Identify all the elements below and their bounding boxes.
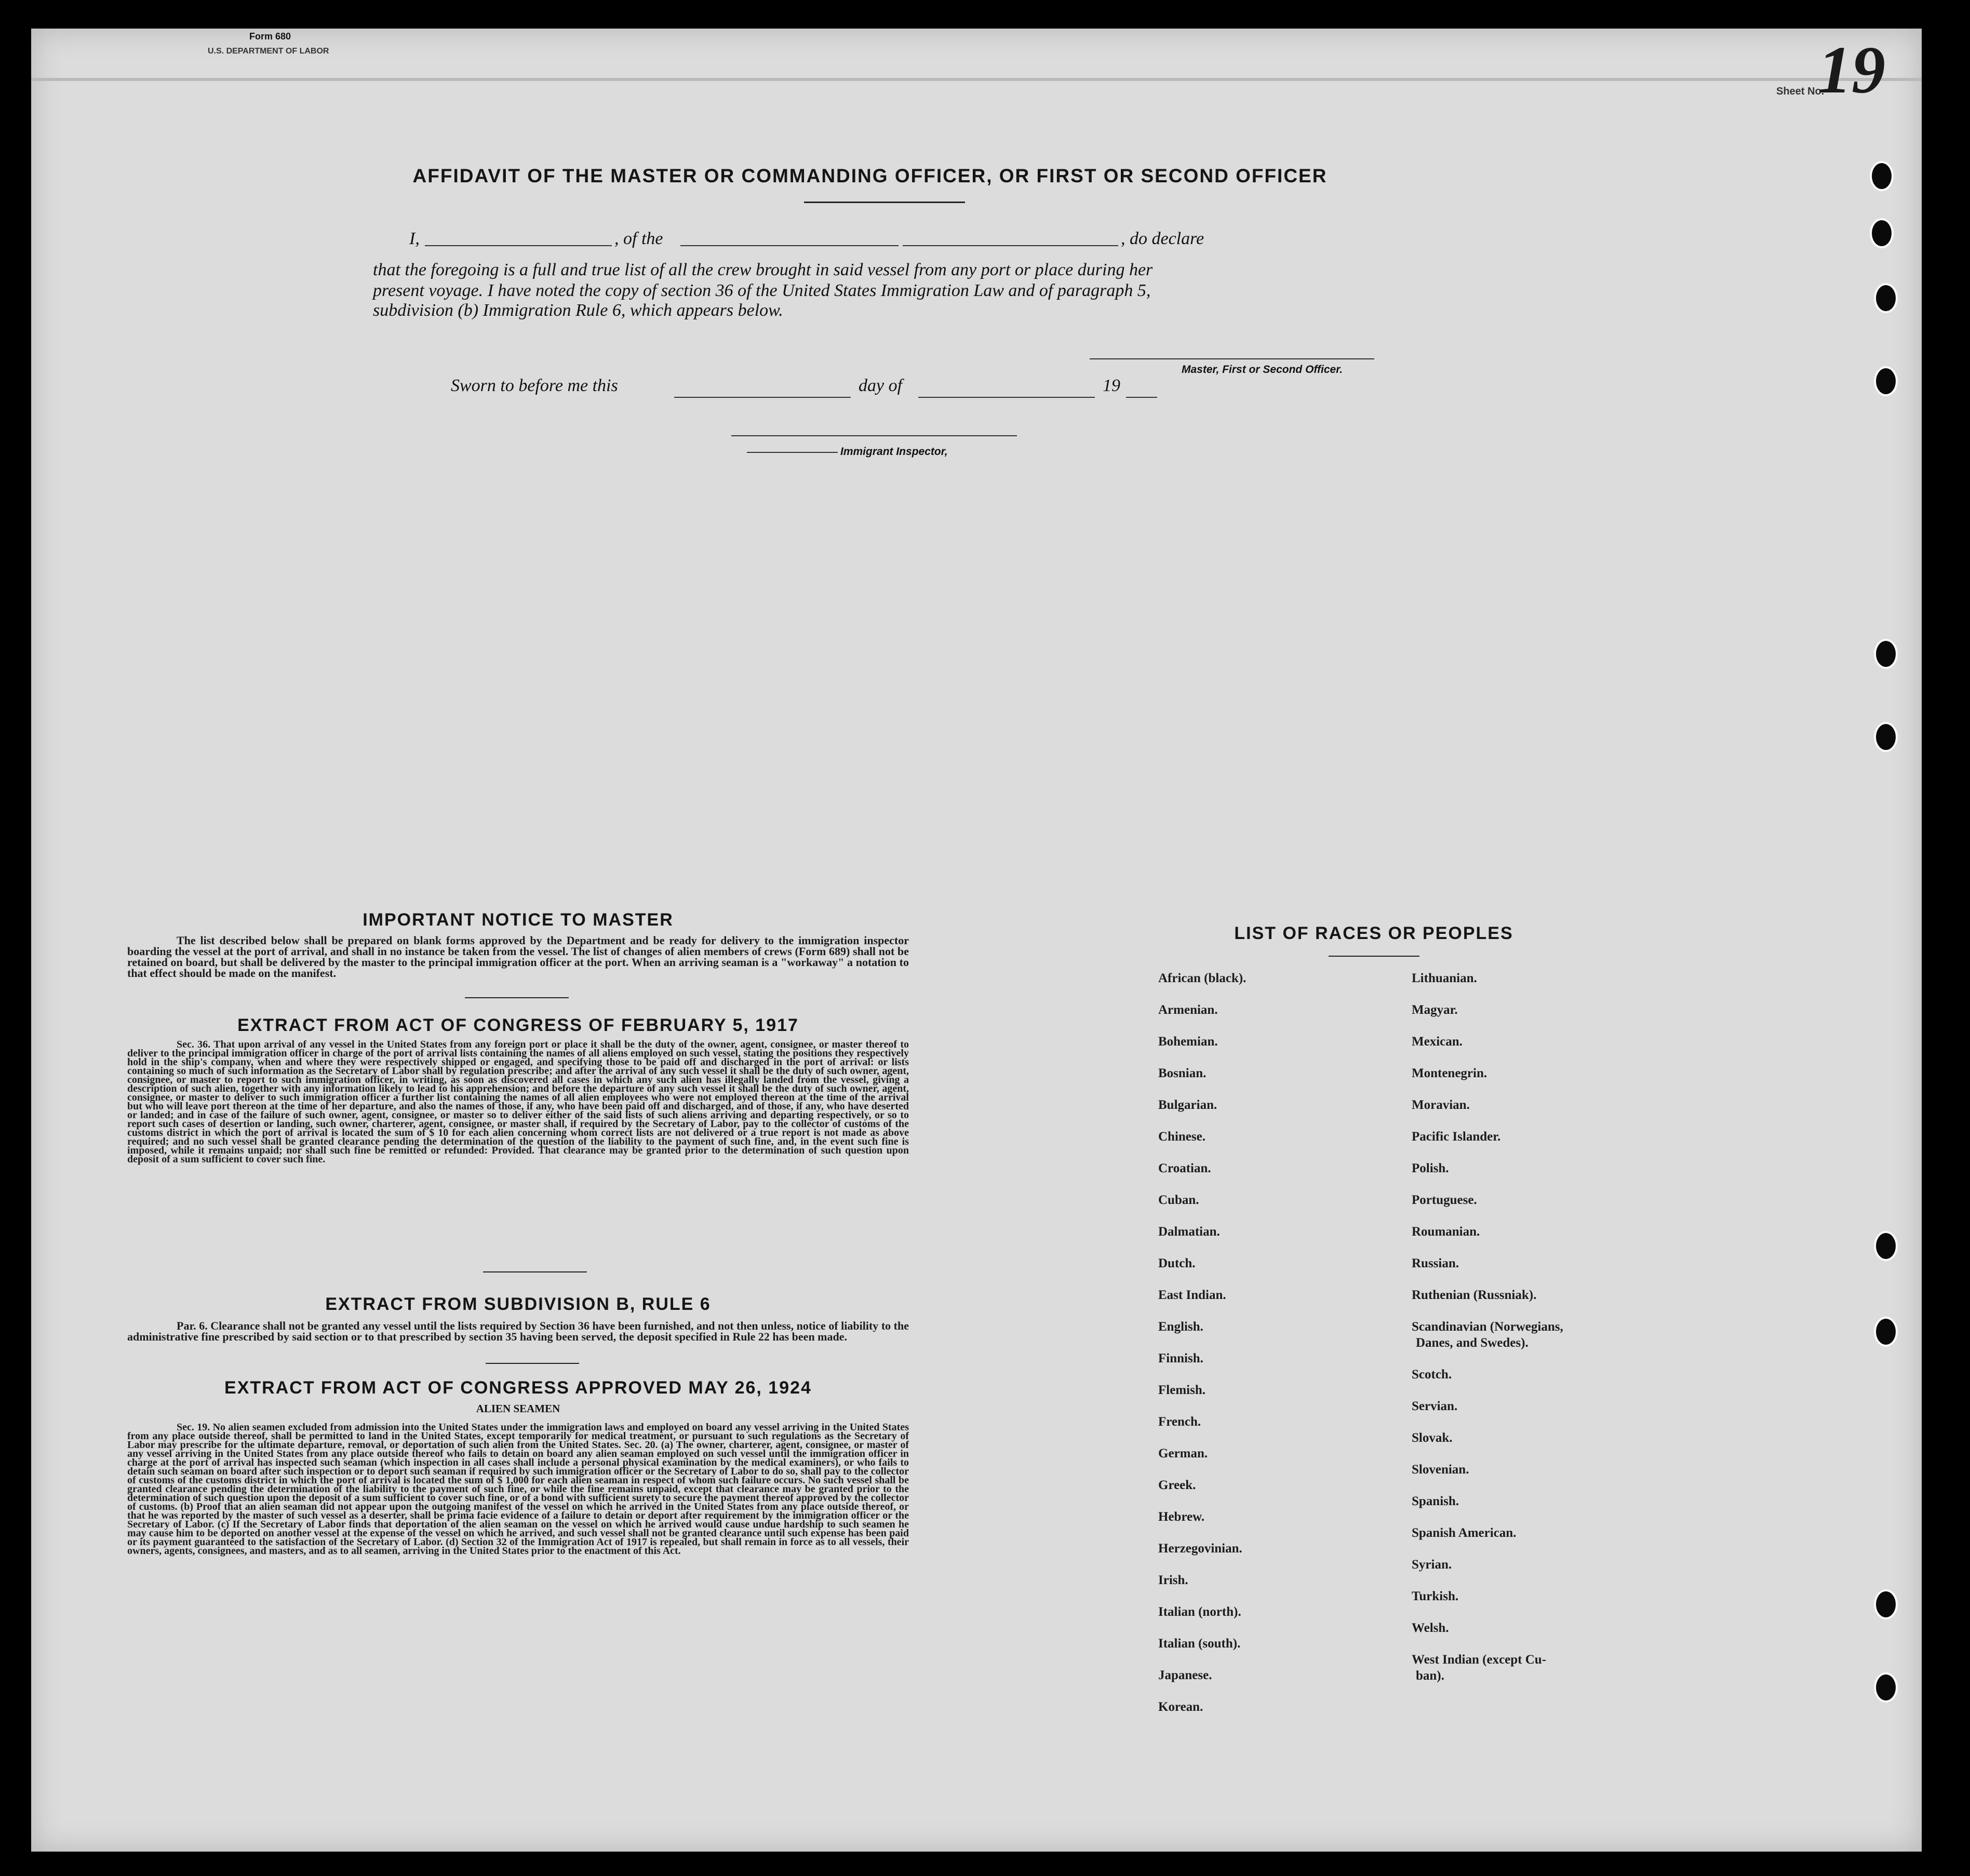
sworn-text: Sworn to before me this: [451, 376, 618, 395]
races-left-column: [1158, 971, 1418, 1740]
extract-1917-text: Sec. 36. That upon arrival of any vessel in the United States from any foreign port or place it shall be the duty of the owner, agent, consignee, or master thereof to deliver to the principal immigration officer in charge of the port of arrival lists containing the names of all aliens employed on such vessel, stating the positions they respectively hold in the ship's company, when and where they were respectively shipped or engaged, and specifying those to be paid off and discharged in the port of arrival: or lists containing so much of such information as the Secretary of Labor shall by regulation prescribe; and after the arrival of any such vessel it shall be the duty of such owner, agent, consignee, or master to report to such immigration officer, in writing, as soon as discovered all cases in which any such alien has illegally landed from the vessel, giving a description of such alien, together with any information likely to lead to his apprehension; and before the departure of any such vessel it shall be the duty of such owner, agent, consignee, or master to deliver to such immigration officer a further list containing the names of all alien employees who were not employed thereon at the time of the arrival but who will leave port thereon at the time of her departure, and also the names of those, if any, who have been paid off and discharged, and of those, if any, who have deserted or landed; and in case of the failure of such owner, agent, consignee, or master so to deliver either of the said lists of such aliens arriving and departing respectively, or so to report such cases of desertion or landing, such owner, charterer, agent, consignee, or master shall, if required by the Secretary of Labor, pay to the collector of customs of the customs district in which the port of arrival is located the sum of $ 10 for each alien concerning whom correct lists are not delivered or a true report is not made as above required; and no such vessel shall be granted clearance pending the determination of the question of the liability to the payment of such fine, and, in the event such fine is imposed, while it remains unpaid; nor shall such fine be remitted or refunded: Provided. That clearance may be granted prior to the determination of such question upon deposit of a sum sufficient to cover such fine.: [127, 1039, 909, 1165]
race-item: Greek.: [1158, 1478, 1196, 1492]
race-item: Montenegrin.: [1412, 1066, 1487, 1080]
race-item: African (black).: [1158, 971, 1247, 985]
affidavit-title-rule: [804, 202, 965, 203]
race-item: Slovenian.: [1412, 1463, 1469, 1477]
race-item: Turkish.: [1412, 1589, 1459, 1603]
race-item: Mexican.: [1412, 1035, 1463, 1049]
race-item: Bulgarian.: [1158, 1098, 1217, 1112]
vessel-name-field[interactable]: [680, 245, 899, 246]
race-item: Italian (north).: [1158, 1605, 1241, 1619]
race-item: Portuguese.: [1412, 1193, 1477, 1207]
extract-1917-title: EXTRACT FROM ACT OF CONGRESS OF FEBRUARY 5, 1917: [237, 1015, 799, 1035]
race-item: Russian.: [1412, 1256, 1459, 1270]
race-item: West Indian (except Cu-: [1412, 1653, 1547, 1667]
race-item: Lithuanian.: [1412, 971, 1477, 985]
race-item: Scandinavian (Norwegians,: [1412, 1320, 1563, 1334]
extract-1917-rule: [483, 1271, 587, 1272]
inspector-signature-line-2[interactable]: [747, 452, 838, 453]
binder-hole: [1874, 1317, 1898, 1347]
race-item: Japanese.: [1158, 1668, 1212, 1682]
sheet-label: Sheet No.: [1776, 86, 1825, 97]
race-item: Chinese.: [1158, 1130, 1205, 1144]
race-item: ban).: [1416, 1669, 1444, 1683]
race-item: Irish.: [1158, 1573, 1188, 1587]
extract-1924-text: Sec. 19. No alien seamen excluded from admission into the United States under the immigration laws and employed on board any vessel arriving in the United States from any place outside thereof, shall be permitted to land in the United States, except temporarily for medical treatment, or pursuant to such regulations as the Secretary of Labor may prescribe for the ultimate departure, removal, or deportation of such alien from the United States. Sec. 20. (a) The owner, charterer, agent, consignee, or master of any vessel arriving in the United States from any place outside thereof who fails to detain on board any alien seaman employed on such vessel until the immigration officer in charge at the port of arrival has inspected such seaman (which inspection in all cases shall include a personal physical examination by the medical examiners), or who fails to detain such seaman on board after such inspection or to deport such seaman if required by such immigration officer or the Secretary of Labor to do so, shall pay to the collector of customs of the customs district in which the port of arrival is located the sum of $ 1,000 for each alien seaman in respect of whom such failure occurs. No such vessel shall be granted clearance pending the determination of the liability to the payment of such fine, or while the fine remains unpaid, except that clearance may be granted prior to the determination of such question upon the deposit of a sum sufficient to cover such fine, or of a bond with sufficient surety to secure the payment thereof approved by the collector of customs. (b) Proof that an alien seaman did not appear upon the outgoing manifest of the vessel on which he arrived in the United States from any place outside thereof, or that he was reported by the master of such vessel as a deserter, shall be prima facie evidence of a failure to detain or deport after requirement by the immigration officer or the Secretary of Labor. (c) If the Secretary of Labor finds that deportation of the alien seaman on the vessel on which he arrived would cause undue hardship to such seamen he may cause him to be deported on another vessel at the expense of the vessel on which he arrived, and such vessel shall not be granted clearance until such expense has been paid or its payment guaranteed to the satisfaction of the Secretary of Labor. (d) Section 32 of the Immigration Act of 1917 is repealed, but shall remain in force as to all vessels, their owners, agents, consignees, and masters, and as to all seamen, arriving in the United States prior to the enactment of this Act.: [127, 1422, 909, 1557]
officer-signature-line[interactable]: [1090, 358, 1374, 359]
race-item: Scotch.: [1412, 1368, 1452, 1382]
binder-hole: [1874, 366, 1898, 396]
affidavit-of-the: , of the: [614, 229, 663, 248]
binder-hole: [1870, 161, 1894, 191]
race-item: Croatian.: [1158, 1161, 1211, 1175]
sworn-year-field[interactable]: [1126, 397, 1157, 398]
race-item: Italian (south).: [1158, 1637, 1241, 1651]
officer-signature-label: Master, First or Second Officer.: [1182, 364, 1343, 376]
affidavit-line2: that the foregoing is a full and true list of all the crew brought in said vessel from any port or place during her: [373, 260, 1153, 279]
race-item: Polish.: [1412, 1161, 1449, 1175]
declarant-name-field[interactable]: [425, 245, 612, 246]
race-item: East Indian.: [1158, 1288, 1226, 1302]
binder-hole: [1874, 1231, 1898, 1261]
race-item: Dalmatian.: [1158, 1225, 1220, 1239]
race-item: Bohemian.: [1158, 1035, 1218, 1049]
race-item: Flemish.: [1158, 1383, 1205, 1397]
page-fold-edge: [31, 78, 1922, 81]
sworn-day-of: day of: [859, 376, 903, 395]
sworn-line: [451, 376, 1178, 402]
race-item: Spanish American.: [1412, 1526, 1517, 1540]
binder-hole: [1870, 218, 1894, 248]
race-item: Cuban.: [1158, 1193, 1199, 1207]
race-item: Roumanian.: [1412, 1225, 1480, 1239]
inspector-label: Immigrant Inspector,: [840, 446, 948, 458]
races-title-rule: [1329, 956, 1419, 957]
race-item: Magyar.: [1412, 1003, 1458, 1017]
binder-hole: [1874, 722, 1898, 752]
notice-title: IMPORTANT NOTICE TO MASTER: [363, 910, 674, 930]
race-item: Dutch.: [1158, 1256, 1196, 1270]
sworn-year-prefix: 19: [1103, 376, 1120, 395]
extract-1924-title: EXTRACT FROM ACT OF CONGRESS APPROVED MAY 26, 1924: [224, 1378, 812, 1398]
affidavit-pronoun: I,: [409, 229, 420, 248]
binder-hole: [1874, 1672, 1898, 1703]
affidavit-do-declare: , do declare: [1121, 229, 1204, 248]
race-item: Hebrew.: [1158, 1510, 1205, 1524]
race-item: Ruthenian (Russniak).: [1412, 1288, 1537, 1302]
race-item: Spanish.: [1412, 1494, 1459, 1508]
races-title: LIST OF RACES OR PEOPLES: [1234, 923, 1513, 943]
rule6-rule: [486, 1363, 579, 1364]
sworn-day-field[interactable]: [674, 397, 851, 398]
race-item: Herzegovinian.: [1158, 1542, 1242, 1556]
notice-rule: [465, 997, 569, 998]
race-item: Welsh.: [1412, 1621, 1449, 1635]
binder-hole: [1874, 283, 1898, 313]
race-item: Korean.: [1158, 1700, 1203, 1714]
inspector-signature-line[interactable]: [731, 435, 1017, 436]
race-item: Finnish.: [1158, 1351, 1203, 1365]
rule6-text: Par. 6. Clearance shall not be granted any vessel until the lists required by Section 36 have been furnished, and not then unless, notice of liability to the administrative fine prescribed by said section or to that prescribed by section 35 having been served, the deposit specified in Rule 22 has been made.: [127, 1319, 909, 1343]
binder-hole: [1874, 1589, 1898, 1619]
race-item: French.: [1158, 1415, 1201, 1429]
race-item: Servian.: [1412, 1399, 1458, 1413]
race-item: Pacific Islander.: [1412, 1130, 1501, 1144]
race-item: Danes, and Swedes).: [1416, 1336, 1529, 1350]
race-item: Bosnian.: [1158, 1066, 1207, 1080]
affidavit-title: AFFIDAVIT OF THE MASTER OR COMMANDING OFFICER, OR FIRST OR SECOND OFFICER: [412, 165, 1328, 186]
sworn-month-field[interactable]: [918, 397, 1095, 398]
department-label: U.S. DEPARTMENT OF LABOR: [208, 47, 329, 56]
rule6-title: EXTRACT FROM SUBDIVISION B, RULE 6: [325, 1294, 711, 1314]
race-item: Syrian.: [1412, 1558, 1452, 1572]
race-item: German.: [1158, 1446, 1208, 1460]
binder-hole: [1874, 639, 1898, 669]
race-item: Armenian.: [1158, 1003, 1218, 1017]
notice-text: The list described below shall be prepared on blank forms approved by the Department and be ready for delivery to the immigration inspector boarding the vessel at the port of arrival, and shall in no instance be taken from the vessel. The list of changes of alien members of crews (Form 689) shall not be retained on board, but shall be delivered by the master to the principal immigration officer at the port. When an arriving seaman is a "workaway" a notation to that effect should be made on the manifest.: [127, 934, 909, 980]
vessel-name-field-2[interactable]: [903, 245, 1118, 246]
race-item: Slovak.: [1412, 1431, 1453, 1445]
affidavit-line3: present voyage. I have noted the copy of section 36 of the United States Immigration Law and of paragraph 5,: [373, 281, 1151, 300]
form-number: Form 680: [249, 31, 291, 42]
sheet-number: 19: [1818, 33, 1885, 108]
race-item: English.: [1158, 1320, 1203, 1334]
affidavit-line4: subdivision (b) Immigration Rule 6, which appears below.: [373, 301, 783, 320]
extract-1924-subtitle: ALIEN SEAMEN: [476, 1402, 560, 1415]
races-right-column: [1412, 971, 1708, 1740]
race-item: Moravian.: [1412, 1098, 1470, 1112]
